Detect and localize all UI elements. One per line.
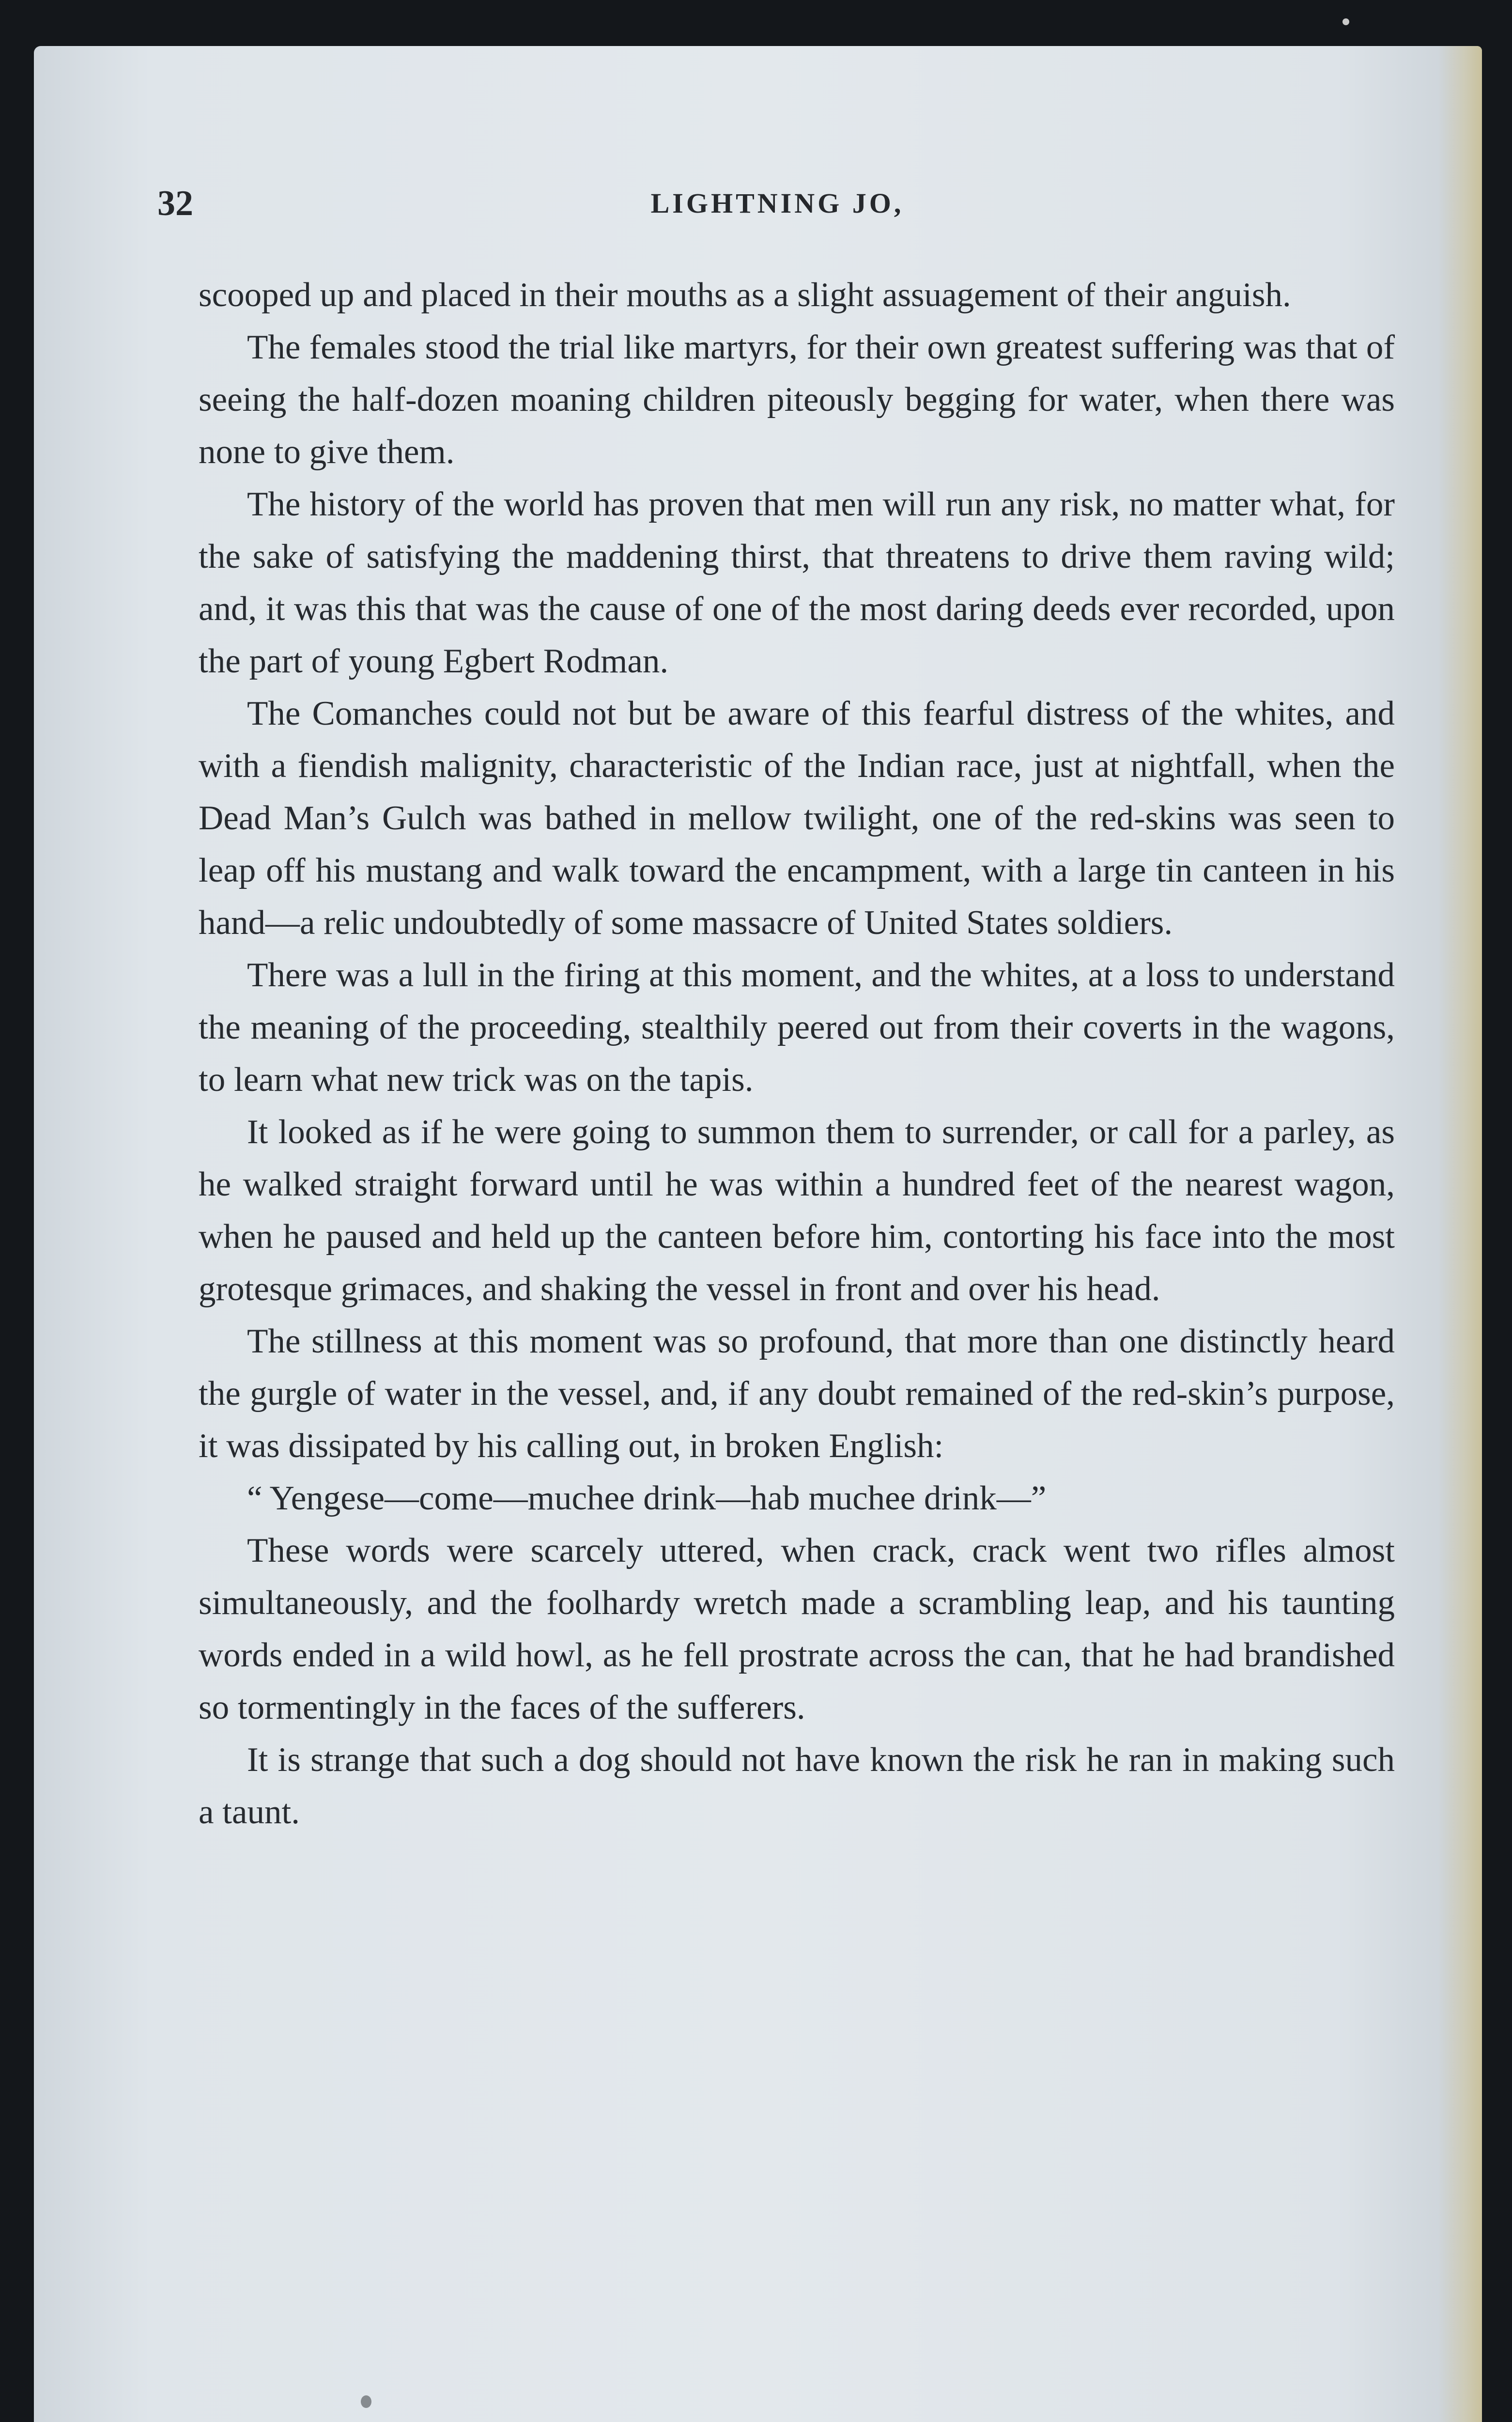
paragraph: These words were scarcely uttered, when crack, crack went two rifles almost simultaneously, and the foolhardy wretch made a scrambling leap, and his taunting words ended in a wild howl, as he fell prostrate across the can, that he had brandished so tormentingly in the faces of the sufferers.: [199, 1532, 1395, 1726]
paragraph: The history of the world has proven that men will run any risk, no matter what, for the sake of satisfying the maddening thirst, that threatens to drive them raving wild; and, it was this that was the cause of one of the most daring deeds ever recorded, upon the part of young Egbert Rodman.: [199, 485, 1395, 680]
ink-speck: [1342, 18, 1349, 25]
ink-speck: [361, 2395, 371, 2408]
paragraph: The females stood the trial like martyrs, for their own greatest suffering was that of seeing the half-dozen moaning children piteously begging for water, when there was none to give them.: [199, 328, 1395, 471]
paragraph: scooped up and placed in their mouths as a slight assuagement of their anguish.: [199, 276, 1291, 314]
paragraph: The stillness at this moment was so profound, that more than one distinctly heard the gurgle of water in the vessel, and, if any doubt remained of the red-skin’s purpose, it was dissipated by his calling out, in broken English:: [199, 1322, 1395, 1465]
paragraph: It looked as if he were going to summon them to surrender, or call for a parley, as he walked straight forward until he was within a hundred feet of the nearest wagon, when he paused and held up the canteen before him, contorting his face into the most grotesque grimaces, and shaking the vessel in front and over his head.: [199, 1113, 1395, 1308]
page-header: [157, 182, 1397, 225]
paragraph: There was a lull in the firing at this moment, and the whites, at a loss to understand the meaning of the proceeding, stealthily peered out from their coverts in the wagons, to learn what new trick was on the tapis.: [199, 956, 1395, 1099]
body-text: [199, 269, 1395, 1838]
paragraph: It is strange that such a dog should not have known the risk he ran in making such a taunt.: [199, 1741, 1395, 1831]
page-edge: [1438, 46, 1482, 2422]
paragraph: The Comanches could not but be aware of this fearful distress of the whites, and with a fiendish malignity, characteristic of the Indian race, just at nightfall, when the Dead Man’s Gulch was bathed in mellow twilight, one of the red-skins was seen to leap off his mustang and walk toward the encampment, with a large tin canteen in his hand—a relic undoubtedly of some massacre of United States soldiers.: [199, 695, 1395, 942]
paragraph: “ Yengese—come—muchee drink—hab muchee drink—”: [247, 1479, 1047, 1517]
page-number: 32: [157, 184, 193, 223]
running-head: LIGHTNING JO,: [650, 187, 904, 219]
